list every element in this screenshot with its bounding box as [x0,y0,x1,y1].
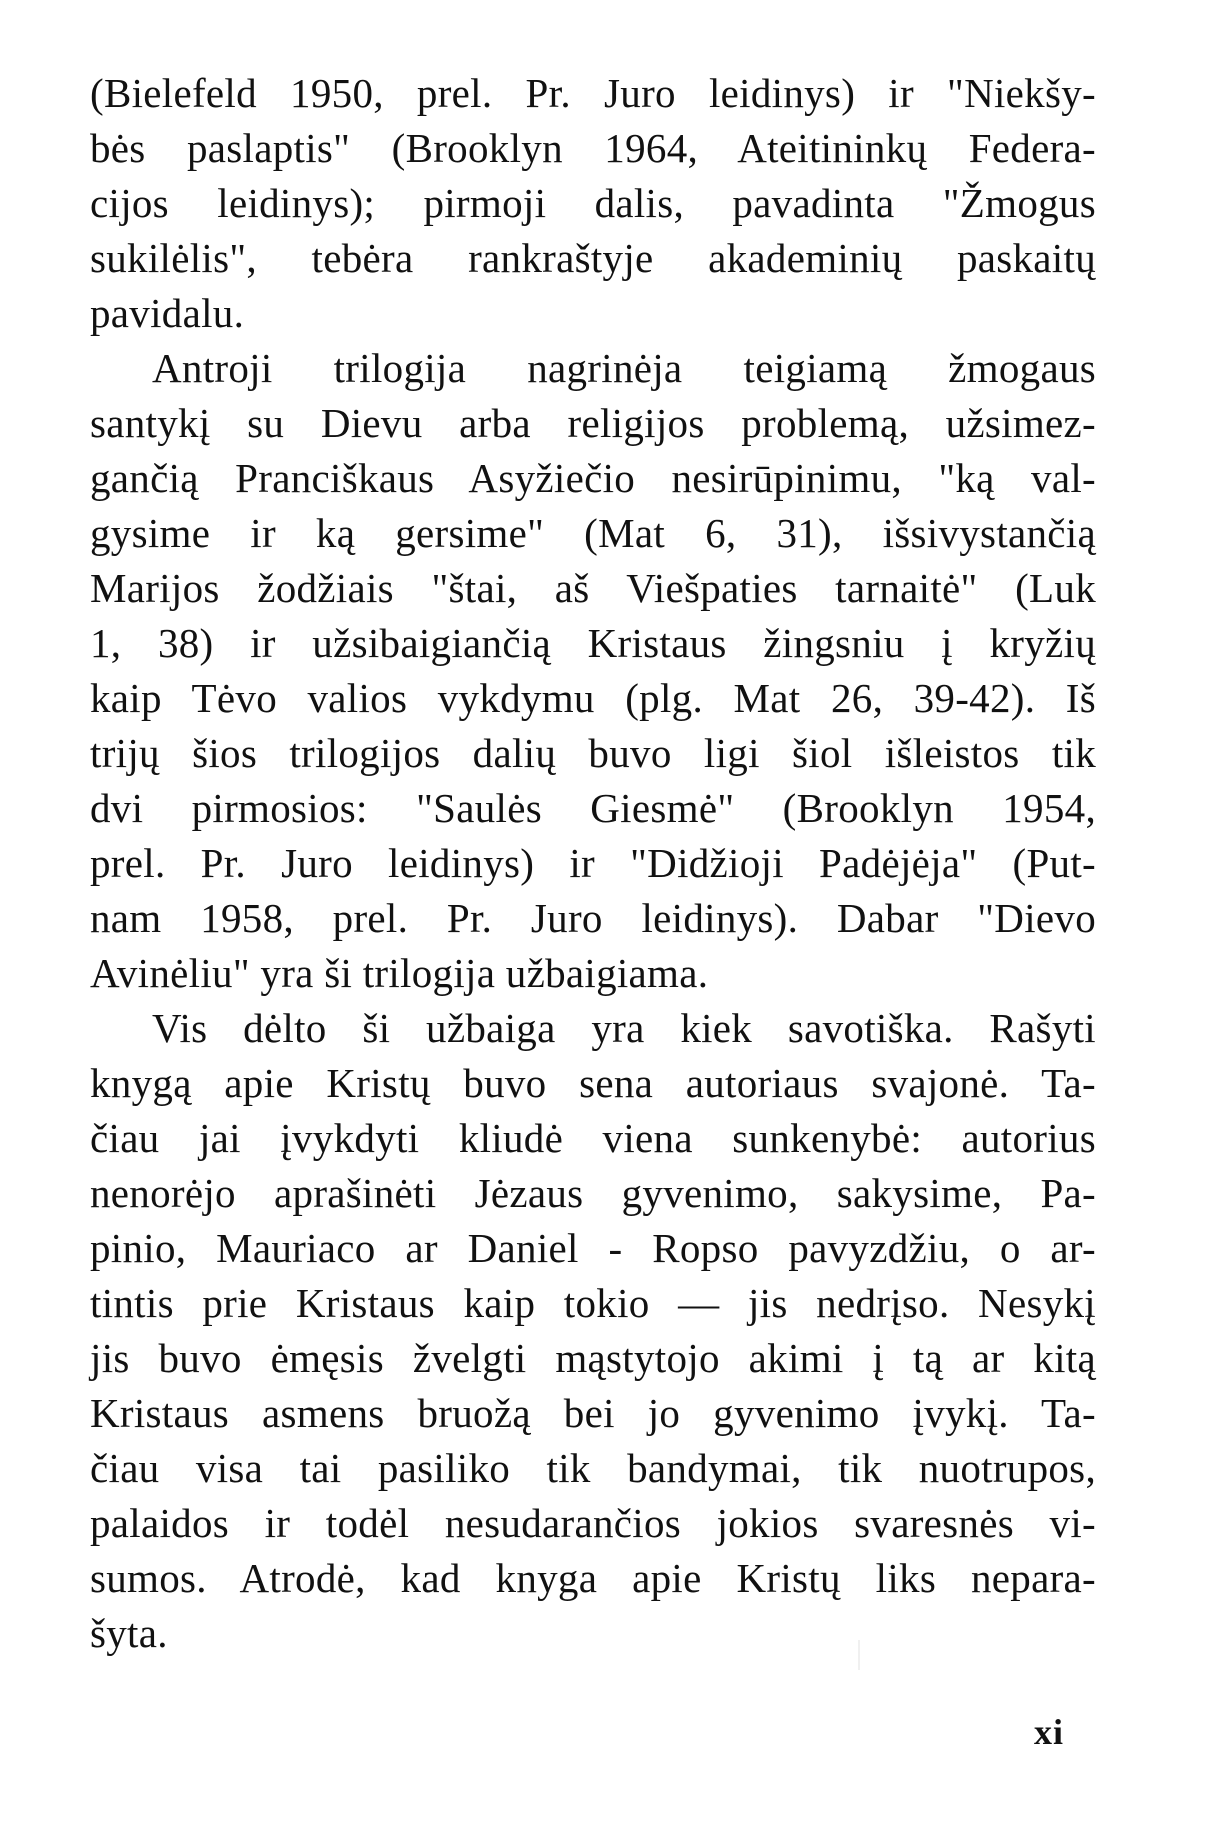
text-line: bės paslaptis" (Brooklyn 1964, Ateitininkų Federa- [90,125,1096,171]
text-line: Avinėliu" yra ši trilogija užbaigiama. [90,950,709,996]
text-line: tintis prie Kristaus kaip tokio — jis nedrįso. Nesykį [90,1280,1096,1326]
text-line: čiau jai įvykdyti kliudė viena sunkenybė: autorius [90,1115,1096,1161]
text-line: gysime ir ką gersime" (Mat 6, 31), išsivystančią [90,510,1096,556]
text-line: Kristaus asmens bruožą bei jo gyvenimo įvykį. Ta- [90,1390,1096,1436]
text-line: sumos. Atrodė, kad knyga apie Kristų liks nepara- [90,1555,1096,1601]
text-line: 1, 38) ir užsibaigiančią Kristaus žingsniu į kryžių [90,620,1096,666]
text-line: nam 1958, prel. Pr. Juro leidinys). Dabar "Dievo [90,895,1096,941]
text-line: šyta. [90,1610,168,1656]
text-line: prel. Pr. Juro leidinys) ir "Didžioji Padėjėja" (Put- [90,840,1096,886]
text-line: pinio, Mauriaco ar Daniel - Ropso pavyzdžiu, o ar- [90,1225,1096,1271]
paragraph-first-line: Antroji trilogija nagrinėja teigiamą žmogaus [152,345,1096,391]
text-line: nenorėjo aprašinėti Jėzaus gyvenimo, sakysime, Pa- [90,1170,1096,1216]
text-line: jis buvo ėmęsis žvelgti mąstytojo akimi į tą ar kitą [90,1335,1096,1381]
text-line: santykį su Dievu arba religijos problemą, užsimez- [90,400,1096,446]
text-line: trijų šios trilogijos dalių buvo ligi šiol išleistos tik [90,730,1096,776]
text-line: knygą apie Kristų buvo sena autoriaus svajonė. Ta- [90,1060,1096,1106]
body-text [90,66,1096,1661]
text-line: pavidalu. [90,290,245,336]
text-line: cijos leidinys); pirmoji dalis, pavadinta "Žmogus [90,180,1096,226]
text-line: kaip Tėvo valios vykdymu (plg. Mat 26, 39-42). Iš [90,675,1096,721]
text-line: dvi pirmosios: "Saulės Giesmė" (Brooklyn 1954, [90,785,1096,831]
scan-artifact [858,1640,860,1670]
text-line: Marijos žodžiais "štai, aš Viešpaties tarnaitė" (Luk [90,565,1096,611]
page-number: xi [1034,1712,1065,1752]
paragraph-first-line: Vis dėlto ši užbaiga yra kiek savotiška. Rašyti [152,1005,1096,1051]
text-line: palaidos ir todėl nesudarančios jokios svaresnės vi- [90,1500,1096,1546]
text-line: sukilėlis", tebėra rankraštyje akademinių paskaitų [90,235,1096,281]
text-line: gančią Pranciškaus Asyžiečio nesirūpinimu, "ką val- [90,455,1096,501]
text-line: (Bielefeld 1950, prel. Pr. Juro leidinys) ir "Niekšy- [90,70,1096,116]
text-line: čiau visa tai pasiliko tik bandymai, tik nuotrupos, [90,1445,1096,1491]
